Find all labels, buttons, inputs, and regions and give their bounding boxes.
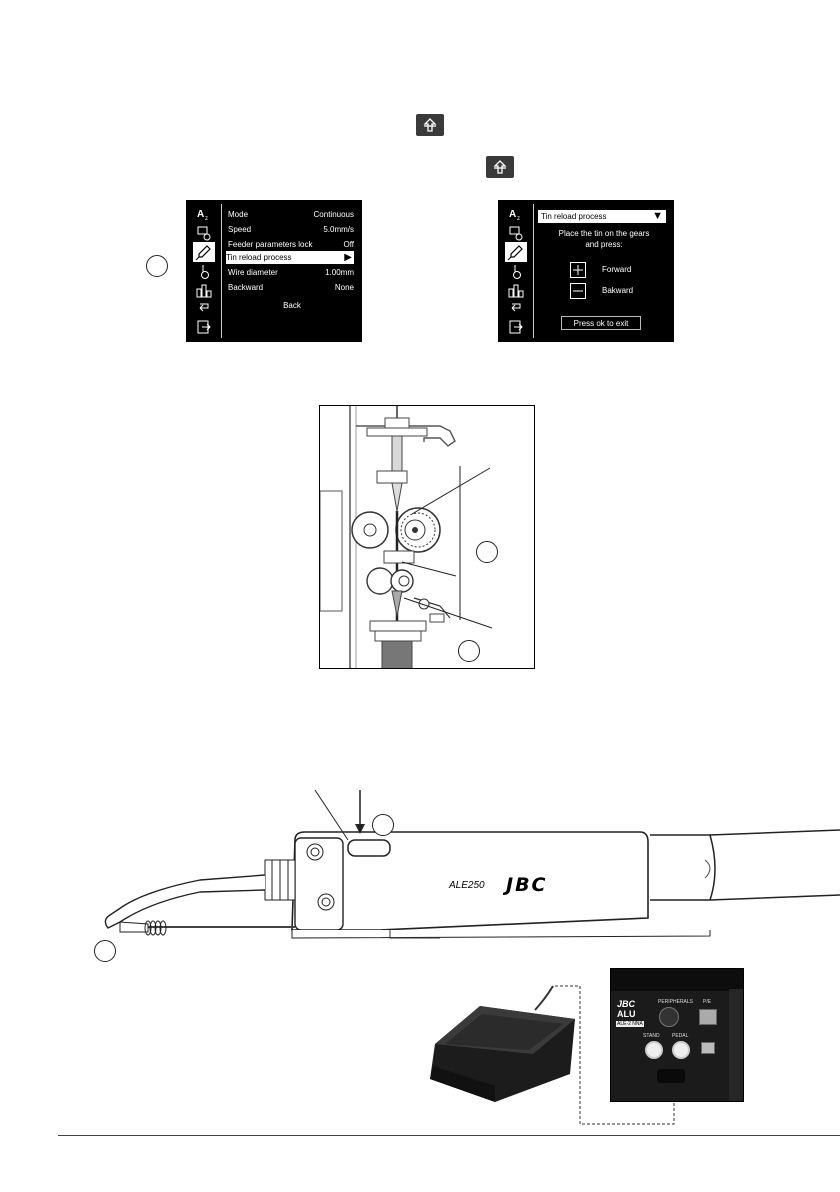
dropdown-arrow-icon: ▼ [652, 210, 663, 222]
instruction-line-2: and press: [585, 240, 623, 249]
back-option[interactable]: Back [283, 301, 301, 310]
menu-row-backward[interactable] [228, 281, 354, 294]
menu-row-speed[interactable] [228, 223, 354, 236]
tin-reload-screen [498, 200, 674, 342]
tool-model-label: ALE250 [449, 880, 485, 891]
panel-sub-model: ALE-2 NNA [617, 1021, 643, 1027]
tool-icon-active [193, 242, 215, 262]
screen-divider [221, 204, 222, 338]
menu-row-feeder-lock[interactable] [228, 238, 354, 251]
screen-sidebar [186, 200, 220, 342]
forward-label: Forward [602, 265, 632, 274]
reset-icon [196, 300, 212, 316]
feeder-menu-screen [186, 200, 362, 342]
row-value: Off [343, 240, 354, 249]
tool-brand-logo: JBC [506, 874, 548, 896]
tool-diagram [90, 790, 840, 950]
stand-label: STAND [643, 1033, 660, 1039]
row-value: 5.0mm/s [323, 225, 354, 234]
play-arrow-icon: ▶ [344, 252, 352, 263]
minus-icon [570, 283, 586, 299]
reset-icon [508, 300, 524, 316]
feeder-gear-diagram [319, 405, 535, 669]
gear-mechanism-drawing [320, 406, 535, 669]
language-icon [508, 206, 524, 222]
page-footer-rule [58, 1135, 840, 1136]
callout-screens [146, 255, 168, 277]
backward-label: Bakward [602, 286, 634, 295]
backward-control[interactable] [570, 283, 660, 299]
row-label: Tin reload process [226, 253, 292, 262]
row-value: Continuous [313, 210, 354, 219]
ethernet-port [699, 1009, 717, 1025]
pedal-label: PEDAL [672, 1033, 689, 1039]
tool-icon-active [505, 242, 527, 262]
row-label: Backward [228, 283, 264, 292]
menu-key-icon-2 [486, 156, 514, 178]
callout-lever [458, 640, 480, 662]
counters-icon [196, 282, 212, 298]
callout-gears [476, 541, 498, 563]
screen-sidebar [498, 200, 532, 342]
tool-settings-icon [196, 264, 212, 280]
svg-text:z: z [517, 216, 520, 222]
row-label: Mode [228, 210, 249, 219]
station-settings-icon [196, 225, 212, 241]
language-icon [196, 206, 212, 222]
row-value: 1.00mm [325, 268, 354, 277]
callout-button [372, 814, 394, 836]
counters-icon [508, 282, 524, 298]
menu-row-mode[interactable] [228, 208, 354, 221]
svg-text:z: z [205, 216, 208, 222]
tool-settings-icon [508, 264, 524, 280]
svg-text:A: A [197, 209, 205, 220]
svg-text:A: A [509, 209, 517, 220]
plus-icon [570, 262, 586, 278]
exit-icon [196, 319, 212, 335]
menu-row-tin-reload[interactable] [226, 251, 354, 264]
panel-model: ALU [617, 1009, 636, 1019]
menu-row-wire-diameter[interactable] [228, 266, 354, 279]
row-label: Speed [228, 225, 252, 234]
menu-key-icon [416, 114, 444, 136]
station-settings-icon [508, 225, 524, 241]
stand-connector [645, 1041, 663, 1059]
row-label: Wire diameter [228, 268, 278, 277]
screen-divider [533, 204, 534, 338]
station-rear-panel [610, 968, 744, 1102]
soldering-tool-drawing [90, 790, 840, 950]
usb-port [701, 1042, 715, 1054]
panel-brand: JBC [617, 999, 636, 1009]
pedal-connector [672, 1041, 690, 1059]
dropdown-label: Tin reload process [541, 212, 607, 221]
callout-tip [94, 940, 116, 962]
peripherals-label: PERIPHERALS [658, 999, 694, 1005]
mini-din-connector [659, 1007, 679, 1027]
row-label: Feeder parameters lock [228, 240, 313, 249]
row-value: None [334, 283, 354, 292]
mode-dropdown[interactable] [538, 210, 666, 223]
pe-label: P/E [703, 999, 712, 1005]
instruction-line-1: Place the tin on the gears [558, 229, 650, 238]
exit-button[interactable]: Press ok to exit [561, 316, 641, 330]
forward-control[interactable] [570, 262, 660, 278]
exit-icon [508, 319, 524, 335]
